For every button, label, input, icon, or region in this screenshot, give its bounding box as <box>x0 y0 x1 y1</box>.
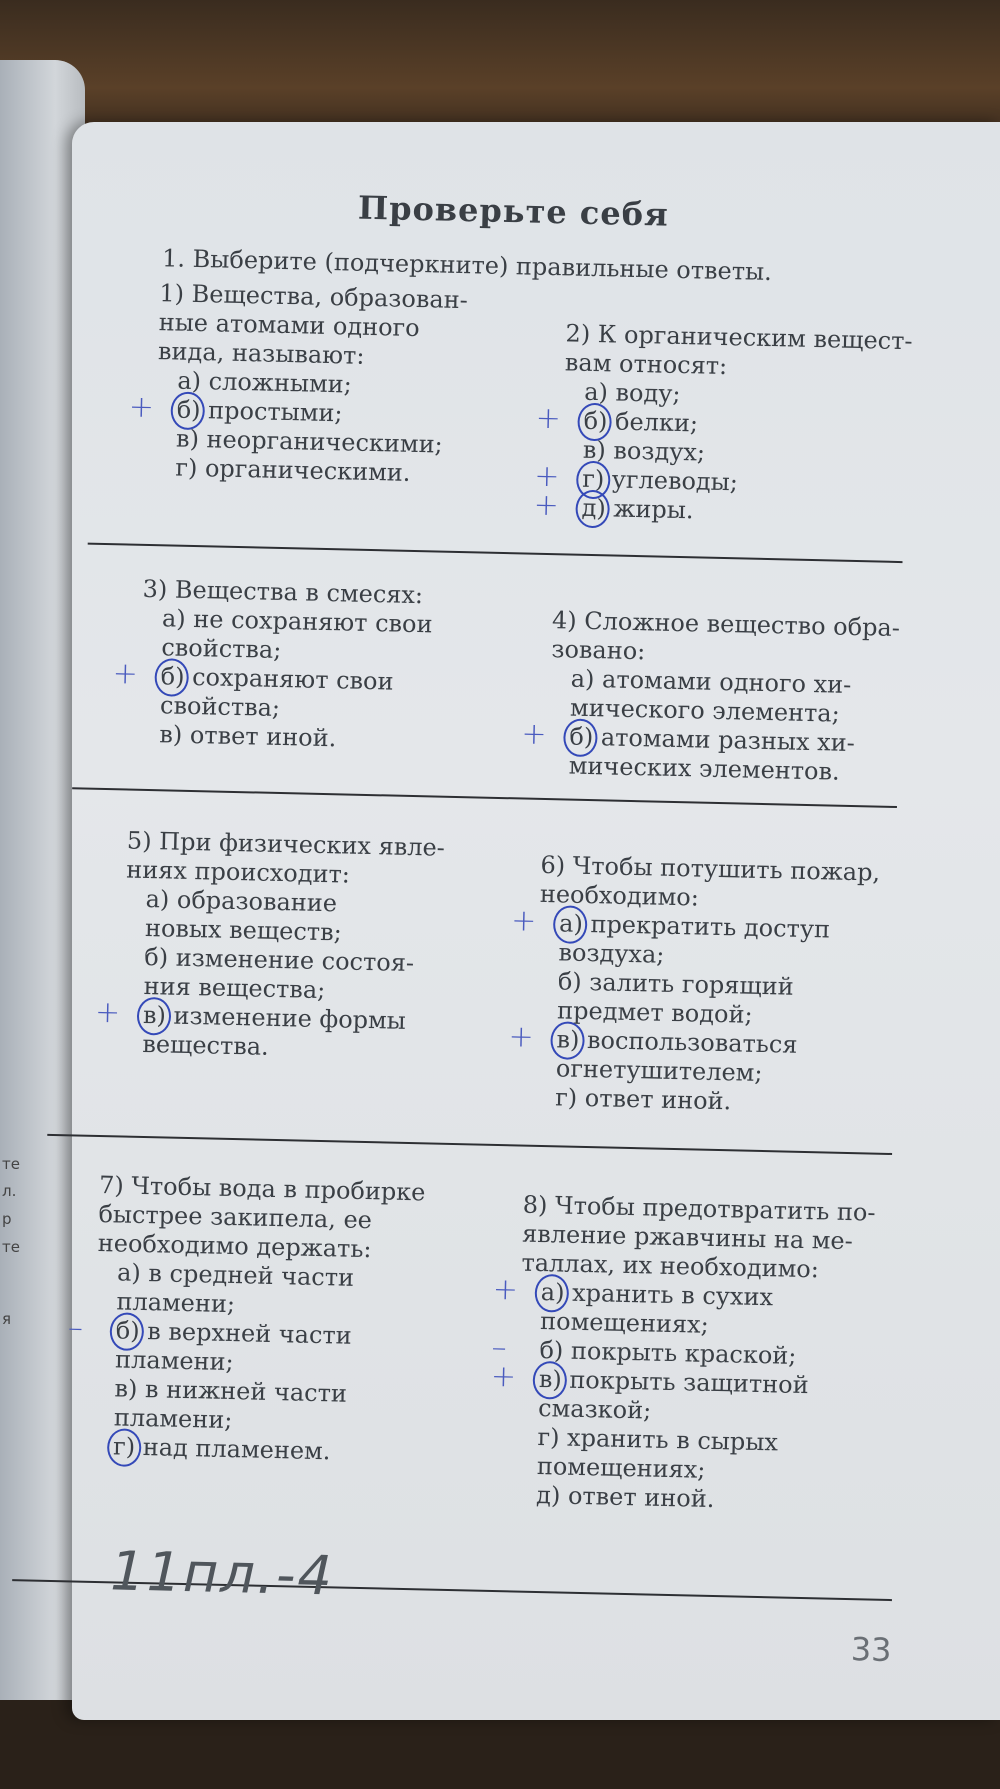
left-page-fragment: л. <box>2 1182 17 1200</box>
question-1 <box>128 279 500 490</box>
option-label: а) <box>161 604 187 633</box>
option-text: прекратить доступ воздуха; <box>558 909 831 969</box>
answer-option[interactable] <box>517 1423 898 1490</box>
handwritten-mark: + <box>128 389 155 426</box>
option-text: углеводы; <box>603 465 739 497</box>
option-text: в нижней части пламени; <box>113 1374 348 1435</box>
option-label: а) <box>177 366 202 396</box>
handwritten-mark: + <box>533 458 560 495</box>
question-7 <box>67 1171 489 1470</box>
question-5 <box>94 826 497 1067</box>
option-text: простыми; <box>200 396 343 428</box>
left-page-fragment: я <box>2 1310 12 1328</box>
circled-option-label: б) <box>569 722 594 752</box>
option-text: хранить в сухих помещениях; <box>539 1278 774 1339</box>
option-text: над пламенем. <box>134 1432 331 1466</box>
handwritten-mark: + <box>535 400 562 437</box>
answer-option[interactable] <box>67 1310 486 1383</box>
option-text: жиры. <box>605 494 694 525</box>
handwritten-mark: – <box>67 1310 84 1346</box>
handwritten-score: 11пл.-4 <box>109 1539 335 1608</box>
question-3 <box>112 574 503 757</box>
option-label: г) <box>537 1423 560 1452</box>
circled-option-label: г) <box>581 464 605 494</box>
option-text: ответ иной. <box>181 720 337 753</box>
handwritten-mark: + <box>490 1358 517 1395</box>
option-text: хранить в сырых помещениях; <box>536 1423 779 1484</box>
option-text: атомами одного хи- мического элемента; <box>569 665 852 728</box>
option-text: в верхней части пламени; <box>114 1316 353 1377</box>
option-label: а) <box>583 377 609 407</box>
circled-option-label: а) <box>540 1278 565 1307</box>
option-label: в) <box>582 435 607 465</box>
answer-option[interactable] <box>510 903 909 975</box>
handwritten-mark: + <box>533 487 560 524</box>
answer-option[interactable] <box>94 994 493 1067</box>
answer-option[interactable] <box>112 656 501 728</box>
question-text: 2) К органическим вещест- вам относят: <box>564 319 913 381</box>
question-text: 7) Чтобы вода в пробирке быстрее закипела, ее необходимо держать: <box>97 1171 426 1264</box>
option-text: в средней части пламени; <box>116 1258 355 1319</box>
left-page-fragment: р <box>2 1210 12 1228</box>
divider-line <box>72 787 897 808</box>
option-text: ответ иной. <box>576 1083 732 1116</box>
left-page-fragment: те <box>2 1155 20 1173</box>
handwritten-mark: + <box>508 1019 535 1055</box>
page-title: Проверьте себя <box>357 188 670 234</box>
option-label: в) <box>114 1374 138 1403</box>
circled-option-label: б) <box>160 662 185 691</box>
option-text: неорганическими; <box>198 425 444 459</box>
handwritten-mark: + <box>521 716 548 753</box>
page-number: 33 <box>850 1630 892 1670</box>
option-label: б) <box>557 967 583 996</box>
circled-option-label: д) <box>581 493 607 523</box>
option-text: изменение состоя- ния вещества; <box>143 943 415 1005</box>
option-text: изменение формы вещества. <box>142 1001 407 1061</box>
option-text: покрыть краской; <box>563 1336 797 1370</box>
circled-option-label: б) <box>115 1316 140 1345</box>
task-instruction: 1. Выберите (подчеркните) правильные ответы. <box>161 244 773 287</box>
answer-option[interactable] <box>490 1358 899 1432</box>
option-text: образование новых веществ; <box>144 885 343 947</box>
handwritten-mark: – <box>491 1329 507 1366</box>
question-text: 3) Вещества в смесях: <box>142 574 424 610</box>
option-label: а) <box>145 884 170 914</box>
option-text: органическими. <box>197 454 411 487</box>
option-label: г) <box>554 1083 578 1112</box>
option-label: б) <box>144 942 169 972</box>
question-text: 1) Вещества, образован- ные атомами одного вида, называют: <box>157 279 469 370</box>
option-text: ответ иной. <box>560 1481 715 1514</box>
handwritten-mark: + <box>492 1271 519 1308</box>
left-page-fragment: те <box>2 1238 20 1256</box>
question-text: 8) Чтобы предотвратить по- явление ржавчины на ме- таллах, их необходимо: <box>521 1190 876 1284</box>
option-text: залить горящий предмет водой; <box>556 967 795 1029</box>
answer-option[interactable] <box>141 604 502 670</box>
option-label: а) <box>570 664 595 694</box>
question-text: 6) Чтобы потушить пожар, необходимо: <box>539 850 881 912</box>
divider-line <box>47 1134 892 1155</box>
option-label: а) <box>116 1258 142 1287</box>
option-label: в) <box>159 720 183 749</box>
answer-option[interactable] <box>550 664 916 730</box>
circled-option-label: в) <box>538 1365 563 1394</box>
handwritten-mark: + <box>510 903 537 939</box>
option-text: не сохраняют свои свойства; <box>161 604 433 664</box>
option-text: покрыть защитной смазкой; <box>537 1365 809 1425</box>
option-text: воду; <box>607 378 681 408</box>
circled-option-label: г) <box>112 1432 136 1461</box>
option-label: б) <box>539 1336 564 1365</box>
answer-option[interactable] <box>492 1271 901 1345</box>
question-8 <box>490 1190 903 1519</box>
handwritten-mark: + <box>112 656 139 692</box>
option-text: сложными; <box>200 367 353 399</box>
handwritten-mark: + <box>94 994 121 1031</box>
question-text: 5) При физических явле- ниях происходит: <box>126 826 446 889</box>
answer-option[interactable] <box>123 943 494 1009</box>
option-label: г) <box>175 453 198 483</box>
answer-option[interactable] <box>537 967 908 1033</box>
answer-option[interactable] <box>521 716 914 788</box>
option-text: сохраняют свои свойства; <box>159 662 394 722</box>
divider-line <box>88 543 903 563</box>
option-label: д) <box>535 1481 561 1510</box>
option-text: атомами разных хи- мических элементов. <box>568 723 856 786</box>
answer-option[interactable] <box>96 1258 487 1325</box>
circled-option-label: в) <box>142 1000 167 1030</box>
question-text: 4) Сложное вещество обра- зовано: <box>551 606 901 666</box>
option-text: воспользоваться огнетушителем; <box>555 1025 798 1088</box>
answer-option[interactable] <box>508 1019 907 1091</box>
option-text: белки; <box>607 407 699 438</box>
circled-option-label: а) <box>558 909 584 938</box>
question-6 <box>508 850 911 1120</box>
answer-option[interactable] <box>125 885 496 951</box>
question-4 <box>521 606 917 788</box>
option-label: в) <box>175 424 200 454</box>
circled-option-label: в) <box>556 1025 580 1054</box>
answer-option[interactable] <box>94 1374 485 1441</box>
question-2 <box>533 319 926 530</box>
circled-option-label: б) <box>176 395 201 425</box>
circled-option-label: б) <box>583 406 608 436</box>
option-text: воздух; <box>605 436 706 467</box>
